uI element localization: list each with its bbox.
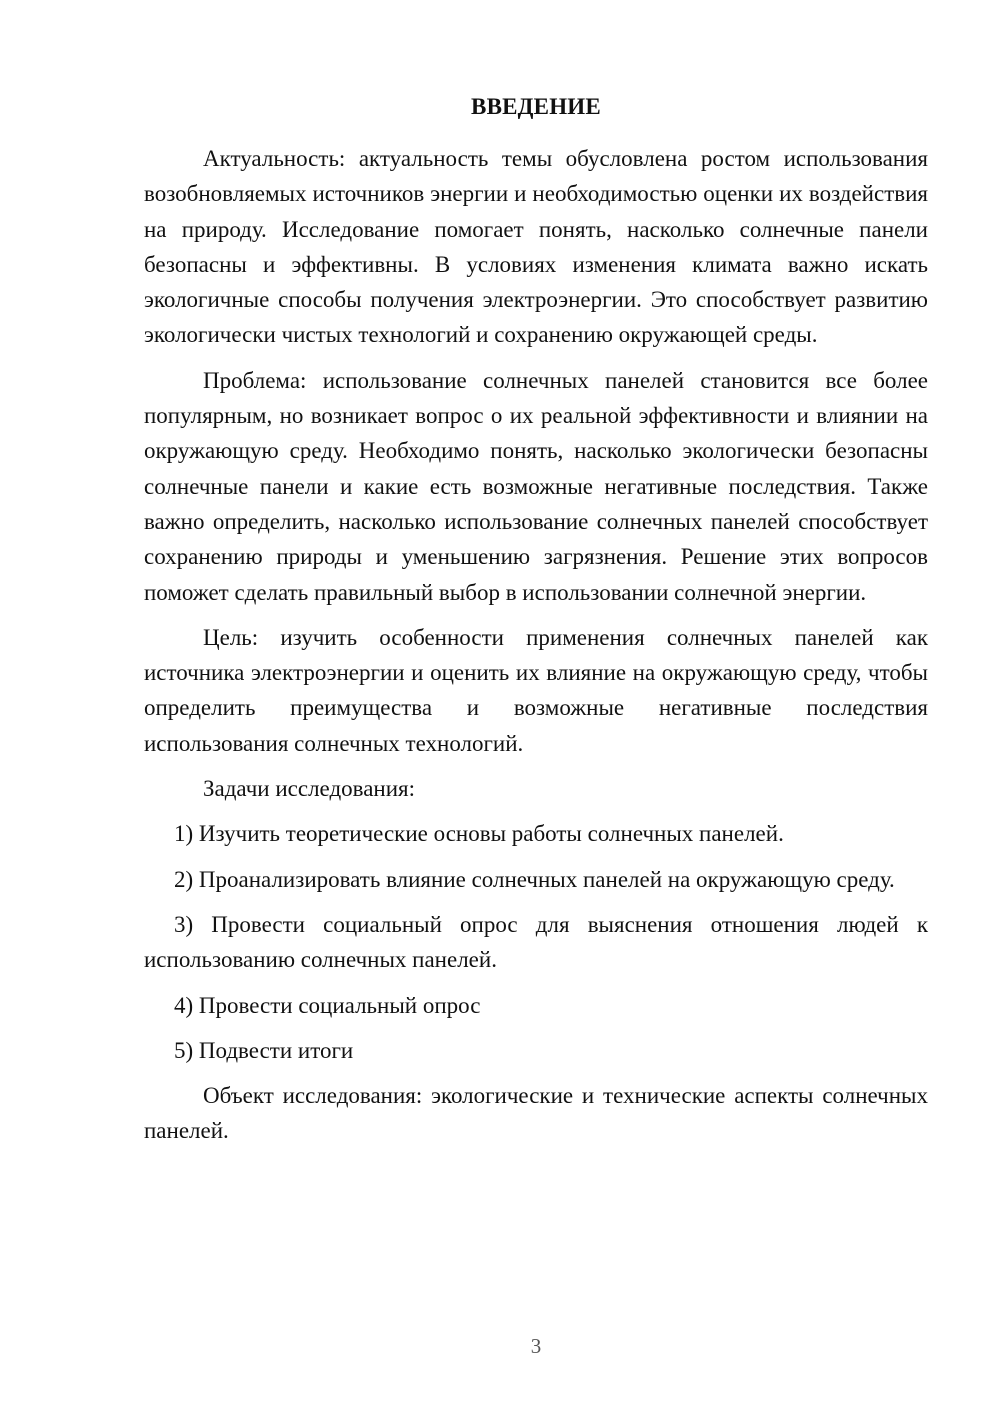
section-heading: ВВЕДЕНИЕ bbox=[471, 94, 601, 119]
paragraph-goal: Цель: изучить особенности применения солнечных панелей как источника электроэнергии и оценить их влияние на окружающую среду, чтобы определить преимущества и возможные негативные последствия использования солнечных технологий. bbox=[144, 624, 928, 756]
paragraph-relevance: Актуальность: актуальность темы обусловлена ростом использования возобновляемых источников энергии и необходимостью оценки их воздействия на природу. Исследование помогает понять, насколько солнечные панели безопасны и эффективны. В условиях изменения климата важно искать экологичные способы получения электроэнергии. Это способствует развитию экологически чистых технологий и сохранению окружающей среды. bbox=[144, 146, 928, 348]
page-number: 3 bbox=[530, 1334, 542, 1358]
task-item: 2) Проанализировать влияние солнечных панелей на окружающую среду. bbox=[174, 866, 895, 892]
document-body bbox=[144, 141, 928, 1159]
task-item: 5) Подвести итоги bbox=[174, 1037, 354, 1063]
task-item: 4) Провести социальный опрос bbox=[174, 992, 481, 1018]
paragraph-tasks-heading: Задачи исследования: bbox=[203, 776, 416, 802]
paragraph-object: Объект исследования: экологические и технические аспекты солнечных панелей. bbox=[144, 1083, 928, 1144]
task-item: 1) Изучить теоретические основы работы солнечных панелей. bbox=[174, 821, 784, 847]
task-item: 3) Провести социальный опрос для выяснения отношения людей к использованию солнечных панелей. bbox=[144, 911, 928, 973]
paragraph-problem: Проблема: использование солнечных панелей становится все более популярным, но возникает вопрос о их реальной эффективности и влиянии на окружающую среду. Необходимо понять, насколько экологически безопасны солнечные панели и какие есть возможные негативные последствия. Также важно определить, насколько использование солнечных панелей способствует сохранению природы и уменьшению загрязнения. Решение этих вопросов поможет сделать правильный выбор в использовании солнечной энергии. bbox=[144, 367, 928, 605]
